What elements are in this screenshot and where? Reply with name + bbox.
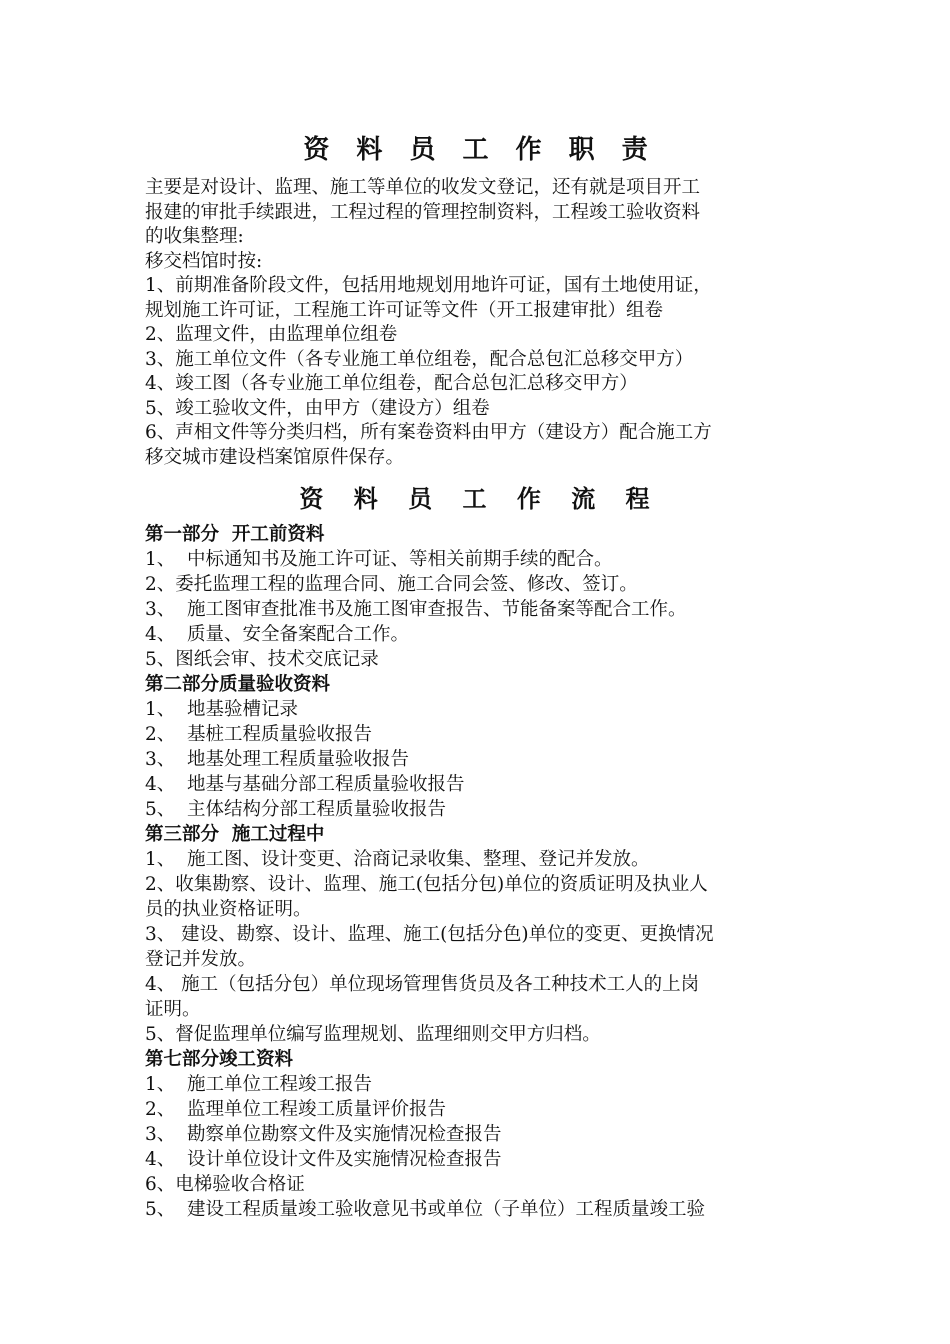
list-item: 4、 设计单位设计文件及实施情况检查报告 bbox=[145, 1149, 502, 1170]
list-item: 3、 勘察单位勘察文件及实施情况检查报告 bbox=[145, 1124, 502, 1145]
list-item: 1、 地基验槽记录 bbox=[145, 699, 299, 720]
list-item: 员的执业资格证明。 bbox=[145, 899, 312, 920]
list-item: 证明。 bbox=[145, 999, 201, 1020]
duties-title: 资 料 员 工 作 职 责 bbox=[303, 135, 657, 165]
list-item: 1、 施工单位工程竣工报告 bbox=[145, 1074, 373, 1095]
duties-line: 4、竣工图（各专业施工单位组卷，配合总包汇总移交甲方） bbox=[145, 373, 638, 394]
section-pre-construction bbox=[145, 522, 815, 672]
duties-line: 主要是对设计、监理、施工等单位的收发文登记，还有就是项目开工 bbox=[145, 177, 701, 198]
section-heading: 第七部分竣工资料 bbox=[145, 1049, 294, 1070]
list-item: 1、 施工图、设计变更、洽商记录收集、整理、登记并发放。 bbox=[145, 849, 650, 870]
list-item: 2、 基桩工程质量验收报告 bbox=[145, 724, 373, 745]
section-heading: 第三部分 施工过程中 bbox=[145, 824, 325, 845]
duties-line: 移交城市建设档案馆原件保存。 bbox=[145, 446, 405, 468]
duties-line: 报建的审批手续跟进，工程过程的管理控制资料，工程竣工验收资料 bbox=[145, 201, 701, 223]
list-item: 3、 地基处理工程质量验收报告 bbox=[145, 749, 410, 770]
duties-body bbox=[145, 176, 815, 470]
list-item: 4、 施工（包括分包）单位现场管理售货员及各工种技术工人的上岗 bbox=[145, 974, 700, 995]
list-item: 3、 施工图审查批准书及施工图审查报告、节能备案等配合工作。 bbox=[145, 599, 687, 620]
list-item: 5、 建设工程质量竣工验收意见书或单位（子单位）工程质量竣工验 bbox=[145, 1199, 706, 1220]
duties-line: 移交档馆时按: bbox=[145, 250, 263, 272]
duties-line: 规划施工许可证，工程施工许可证等文件（开工报建审批）组卷 bbox=[145, 299, 664, 321]
list-item: 5、 主体结构分部工程质量验收报告 bbox=[145, 799, 447, 820]
duties-line: 2、监理文件，由监理单位组卷 bbox=[145, 324, 398, 345]
section-heading: 第二部分质量验收资料 bbox=[145, 674, 331, 695]
list-item: 1、 中标通知书及施工许可证、等相关前期手续的配合。 bbox=[145, 549, 613, 570]
duties-line: 1、前期准备阶段文件，包括用地规划用地许可证，国有土地使用证， bbox=[145, 275, 712, 296]
section-construction-process bbox=[145, 822, 815, 1047]
section-heading: 第一部分 开工前资料 bbox=[145, 524, 325, 545]
document-page bbox=[145, 128, 815, 1222]
duties-line: 5、竣工验收文件，由甲方（建设方）组卷 bbox=[145, 397, 490, 419]
list-item: 5、督促监理单位编写监理规划、监理细则交甲方归档。 bbox=[145, 1024, 601, 1045]
list-item: 5、图纸会审、技术交底记录 bbox=[145, 649, 379, 670]
duties-line: 的收集整理: bbox=[145, 226, 244, 247]
list-item: 4、 地基与基础分部工程质量验收报告 bbox=[145, 774, 465, 795]
list-item: 6、电梯验收合格证 bbox=[145, 1174, 305, 1195]
duties-line: 6、声相文件等分类归档，所有案卷资料由甲方（建设方）配合施工方 bbox=[145, 422, 712, 443]
section-completion bbox=[145, 1047, 815, 1222]
process-title: 资 料 员 工 作 流 程 bbox=[299, 485, 661, 513]
list-item: 2、委托监理工程的监理合同、施工合同会签、修改、签订。 bbox=[145, 574, 638, 595]
list-item: 登记并发放。 bbox=[145, 949, 257, 970]
list-item: 3、 建设、勘察、设计、监理、施工(包括分色)单位的变更、更换情况 bbox=[145, 924, 714, 945]
duties-line: 3、施工单位文件（各专业施工单位组卷，配合总包汇总移交甲方） bbox=[145, 348, 694, 370]
list-item: 2、收集勘察、设计、监理、施工(包括分包)单位的资质证明及执业人 bbox=[145, 874, 708, 895]
section-quality-acceptance bbox=[145, 672, 815, 822]
list-item: 2、 监理单位工程竣工质量评价报告 bbox=[145, 1099, 447, 1120]
list-item: 4、 质量、安全备案配合工作。 bbox=[145, 624, 410, 645]
